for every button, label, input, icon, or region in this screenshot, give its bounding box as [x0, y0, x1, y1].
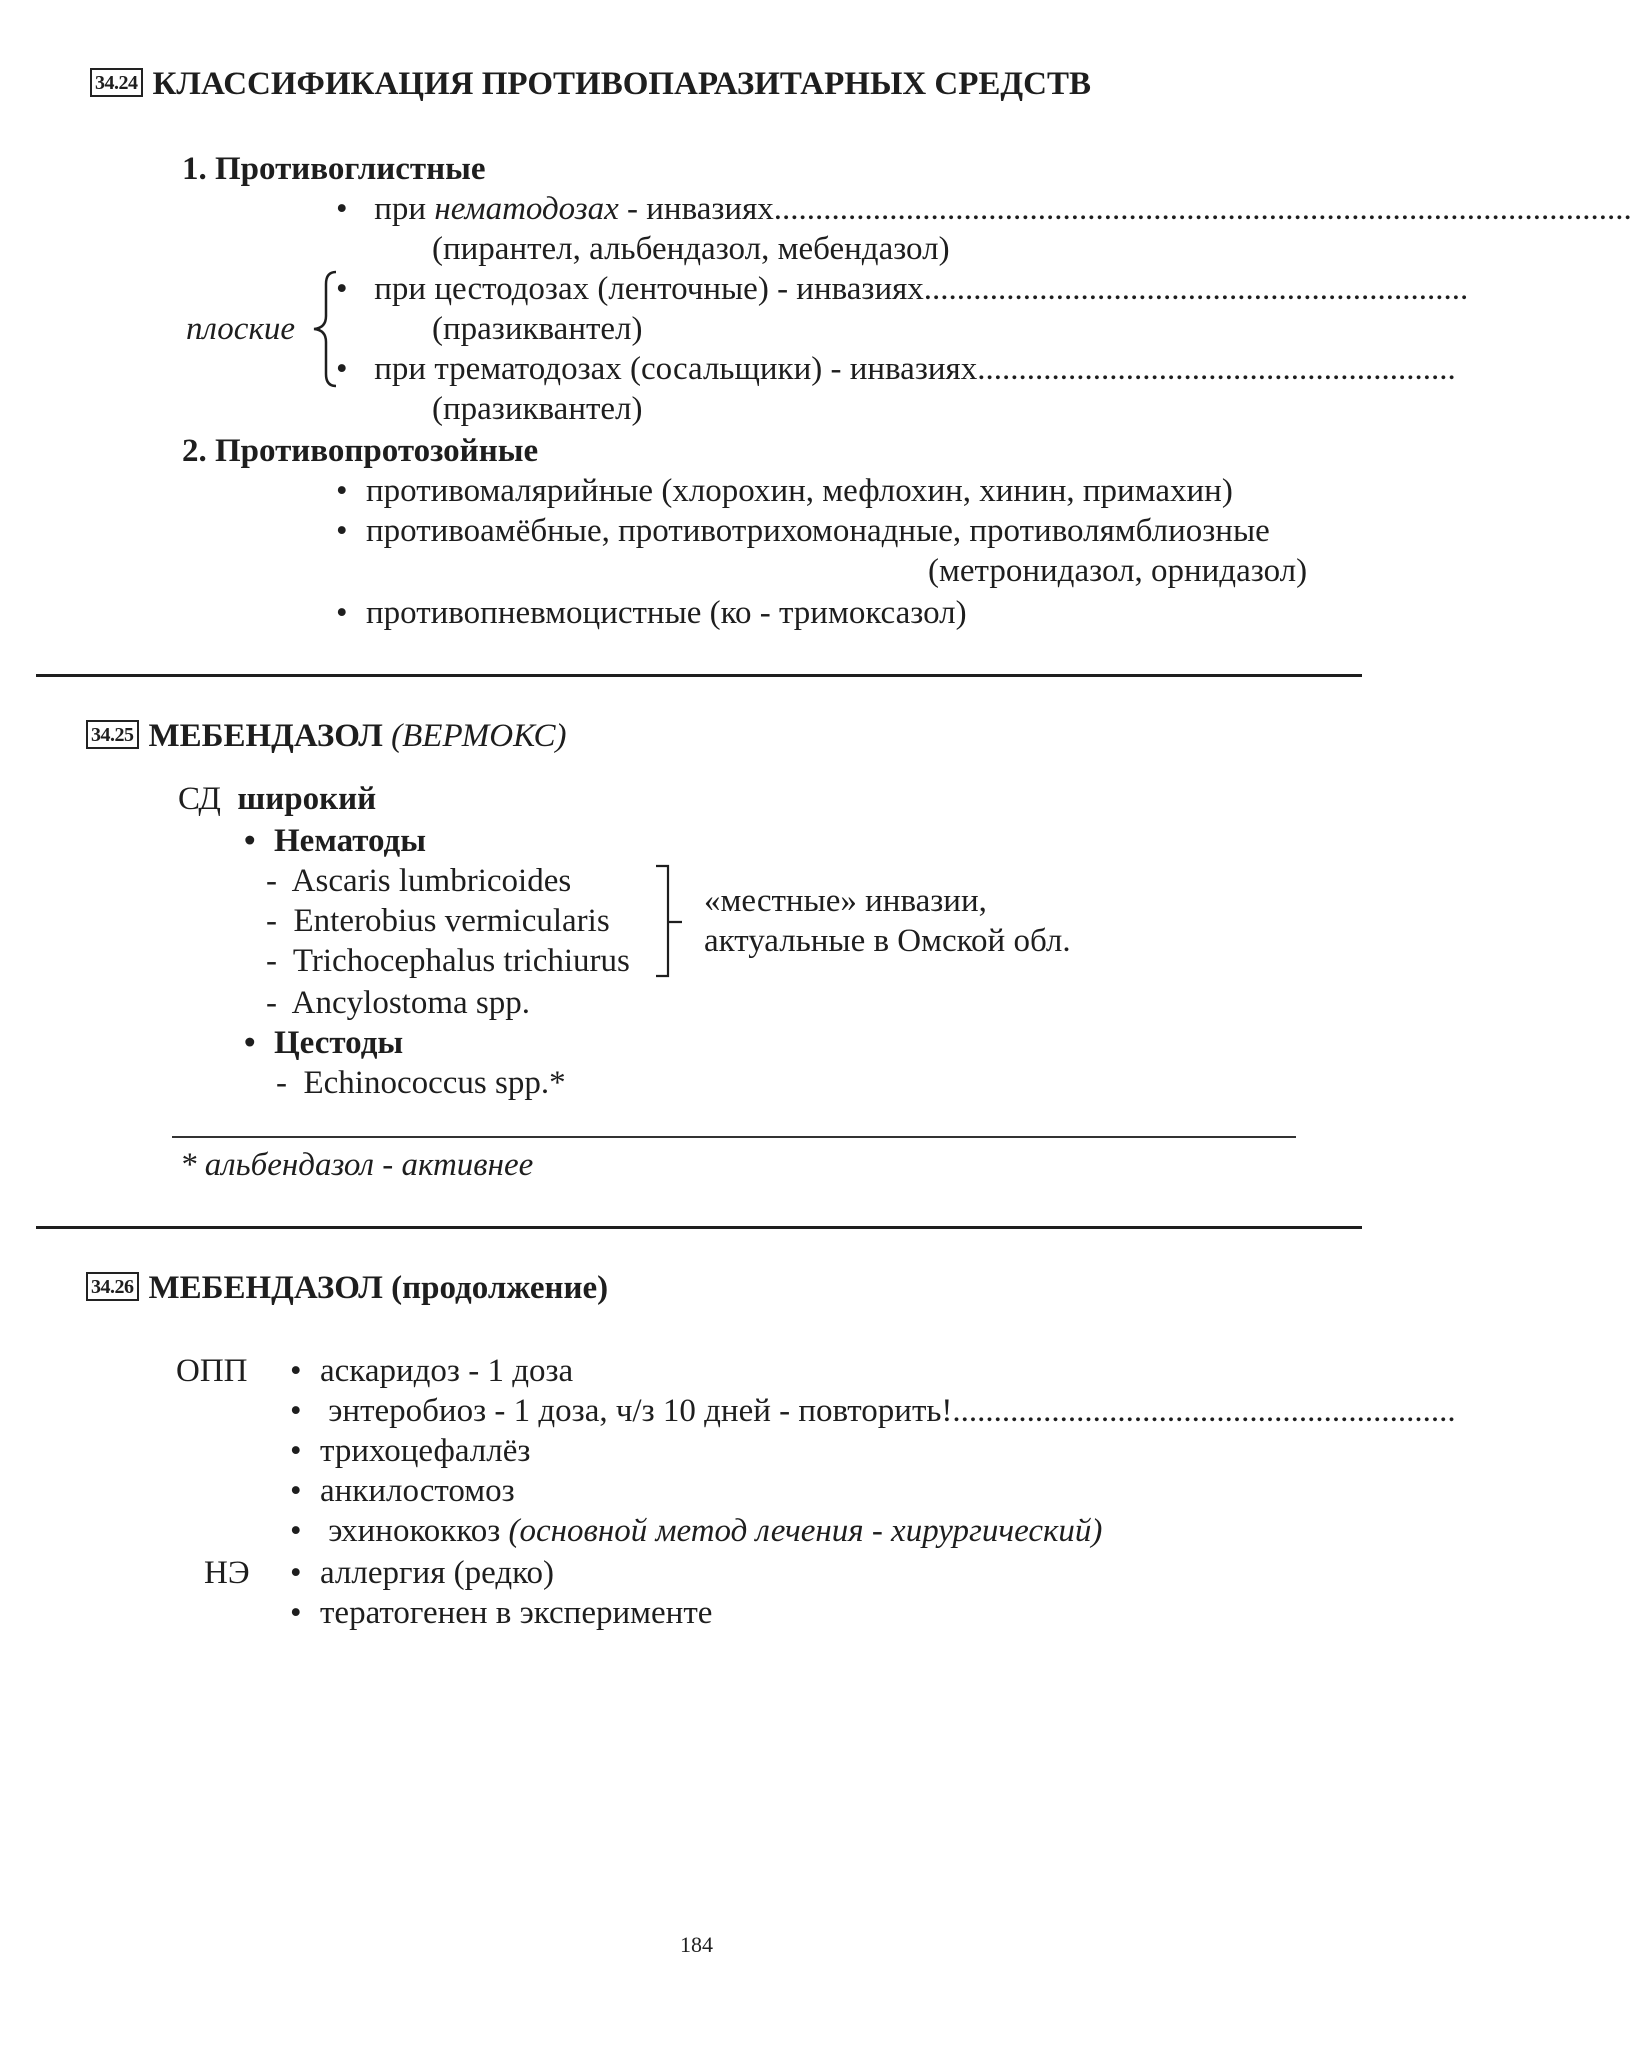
footnote-rule	[172, 1136, 1296, 1138]
page-number: 184	[680, 1932, 713, 1957]
list-item-antiamoebic: • противоамёбные, противотрихомонадные, противолямблиозные	[336, 512, 1270, 550]
footnote: * альбендазол - активнее	[180, 1147, 534, 1183]
section-title: КЛАССИФИКАЦИЯ ПРОТИВОПАРАЗИТАРНЫХ СРЕДСТВ	[152, 66, 1091, 102]
section-divider	[36, 674, 1362, 677]
section-divider	[36, 1226, 1362, 1229]
list-item-antipneumocystis: • противопневмоцистные (ко - тримоксазол)	[336, 594, 967, 632]
list-item-nematodes: • при нематодозах - инвазиях........................................................................................................	[336, 190, 1352, 228]
side-effects-label: НЭ	[204, 1555, 250, 1591]
local-invasions-note: актуальные в Омской обл.	[704, 923, 1071, 959]
spectrum-line: СД широкий	[178, 781, 377, 817]
section-heading-34-25: 34.25 МЕБЕНДАЗОЛ (ВЕРМОКС)	[86, 716, 567, 756]
section-title: МЕБЕНДАЗОЛ (продолжение)	[148, 1270, 609, 1306]
drug-list: (метронидазол, орнидазол)	[928, 553, 1308, 589]
organism-item: - Ancylostoma spp.	[266, 985, 530, 1021]
organism-item: - Enterobius vermicularis	[266, 903, 610, 939]
drug-list: (празиквантел)	[432, 311, 643, 347]
category-nematodes: • Нематоды	[244, 822, 426, 860]
section-heading-34-26	[86, 1268, 608, 1308]
indication-item: • эхинококкоз (основной метод лечения - хирургический)	[290, 1512, 1102, 1550]
section-heading-34-24	[90, 64, 1091, 104]
group-title-anthelmintic: 1. Противоглистные	[182, 151, 486, 187]
indication-item: • энтеробиоз - 1 доза, ч/з 10 дней - повторить!.............................................................	[290, 1392, 1356, 1430]
side-effect-item: • тератогенен в эксперименте	[290, 1594, 712, 1632]
organism-item: - Trichocephalus trichiurus	[266, 943, 630, 979]
category-cestodes: • Цестоды	[244, 1024, 403, 1062]
flatworms-label: плоские	[186, 311, 296, 347]
drug-list: (пирантел, альбендазол, мебендазол)	[432, 231, 950, 267]
drug-list: (празиквантел)	[432, 391, 643, 427]
section-number: 34.24	[90, 68, 143, 97]
section-number: 34.25	[86, 720, 139, 749]
side-effect-item: • аллергия (редко)	[290, 1554, 554, 1592]
list-item-cestodes: • при цестодозах (ленточные) - инвазиях..................................................................	[336, 270, 1346, 308]
section-title: МЕБЕНДАЗОЛ	[148, 718, 383, 754]
local-invasions-note: «местные» инвазии,	[704, 883, 987, 919]
list-item-trematodes: • при трематодозах (сосальщики) - инвазиях..........................................................	[336, 350, 1346, 388]
indication-item: • анкилостомоз	[290, 1472, 515, 1510]
indication-item: • трихоцефаллёз	[290, 1432, 530, 1470]
indication-item: • аскаридоз - 1 доза	[290, 1352, 573, 1390]
bracket-icon	[652, 862, 686, 980]
indications-label: ОПП	[176, 1353, 248, 1389]
organism-item: - Ascaris lumbricoides	[266, 863, 572, 899]
organism-item: - Echinococcus spp.*	[276, 1065, 566, 1101]
list-item-antimalarial: • противомалярийные (хлорохин, мефлохин, хинин, примахин)	[336, 472, 1233, 510]
group-title-antiprotozoal: 2. Противопротозойные	[182, 433, 539, 469]
section-number: 34.26	[86, 1272, 139, 1301]
